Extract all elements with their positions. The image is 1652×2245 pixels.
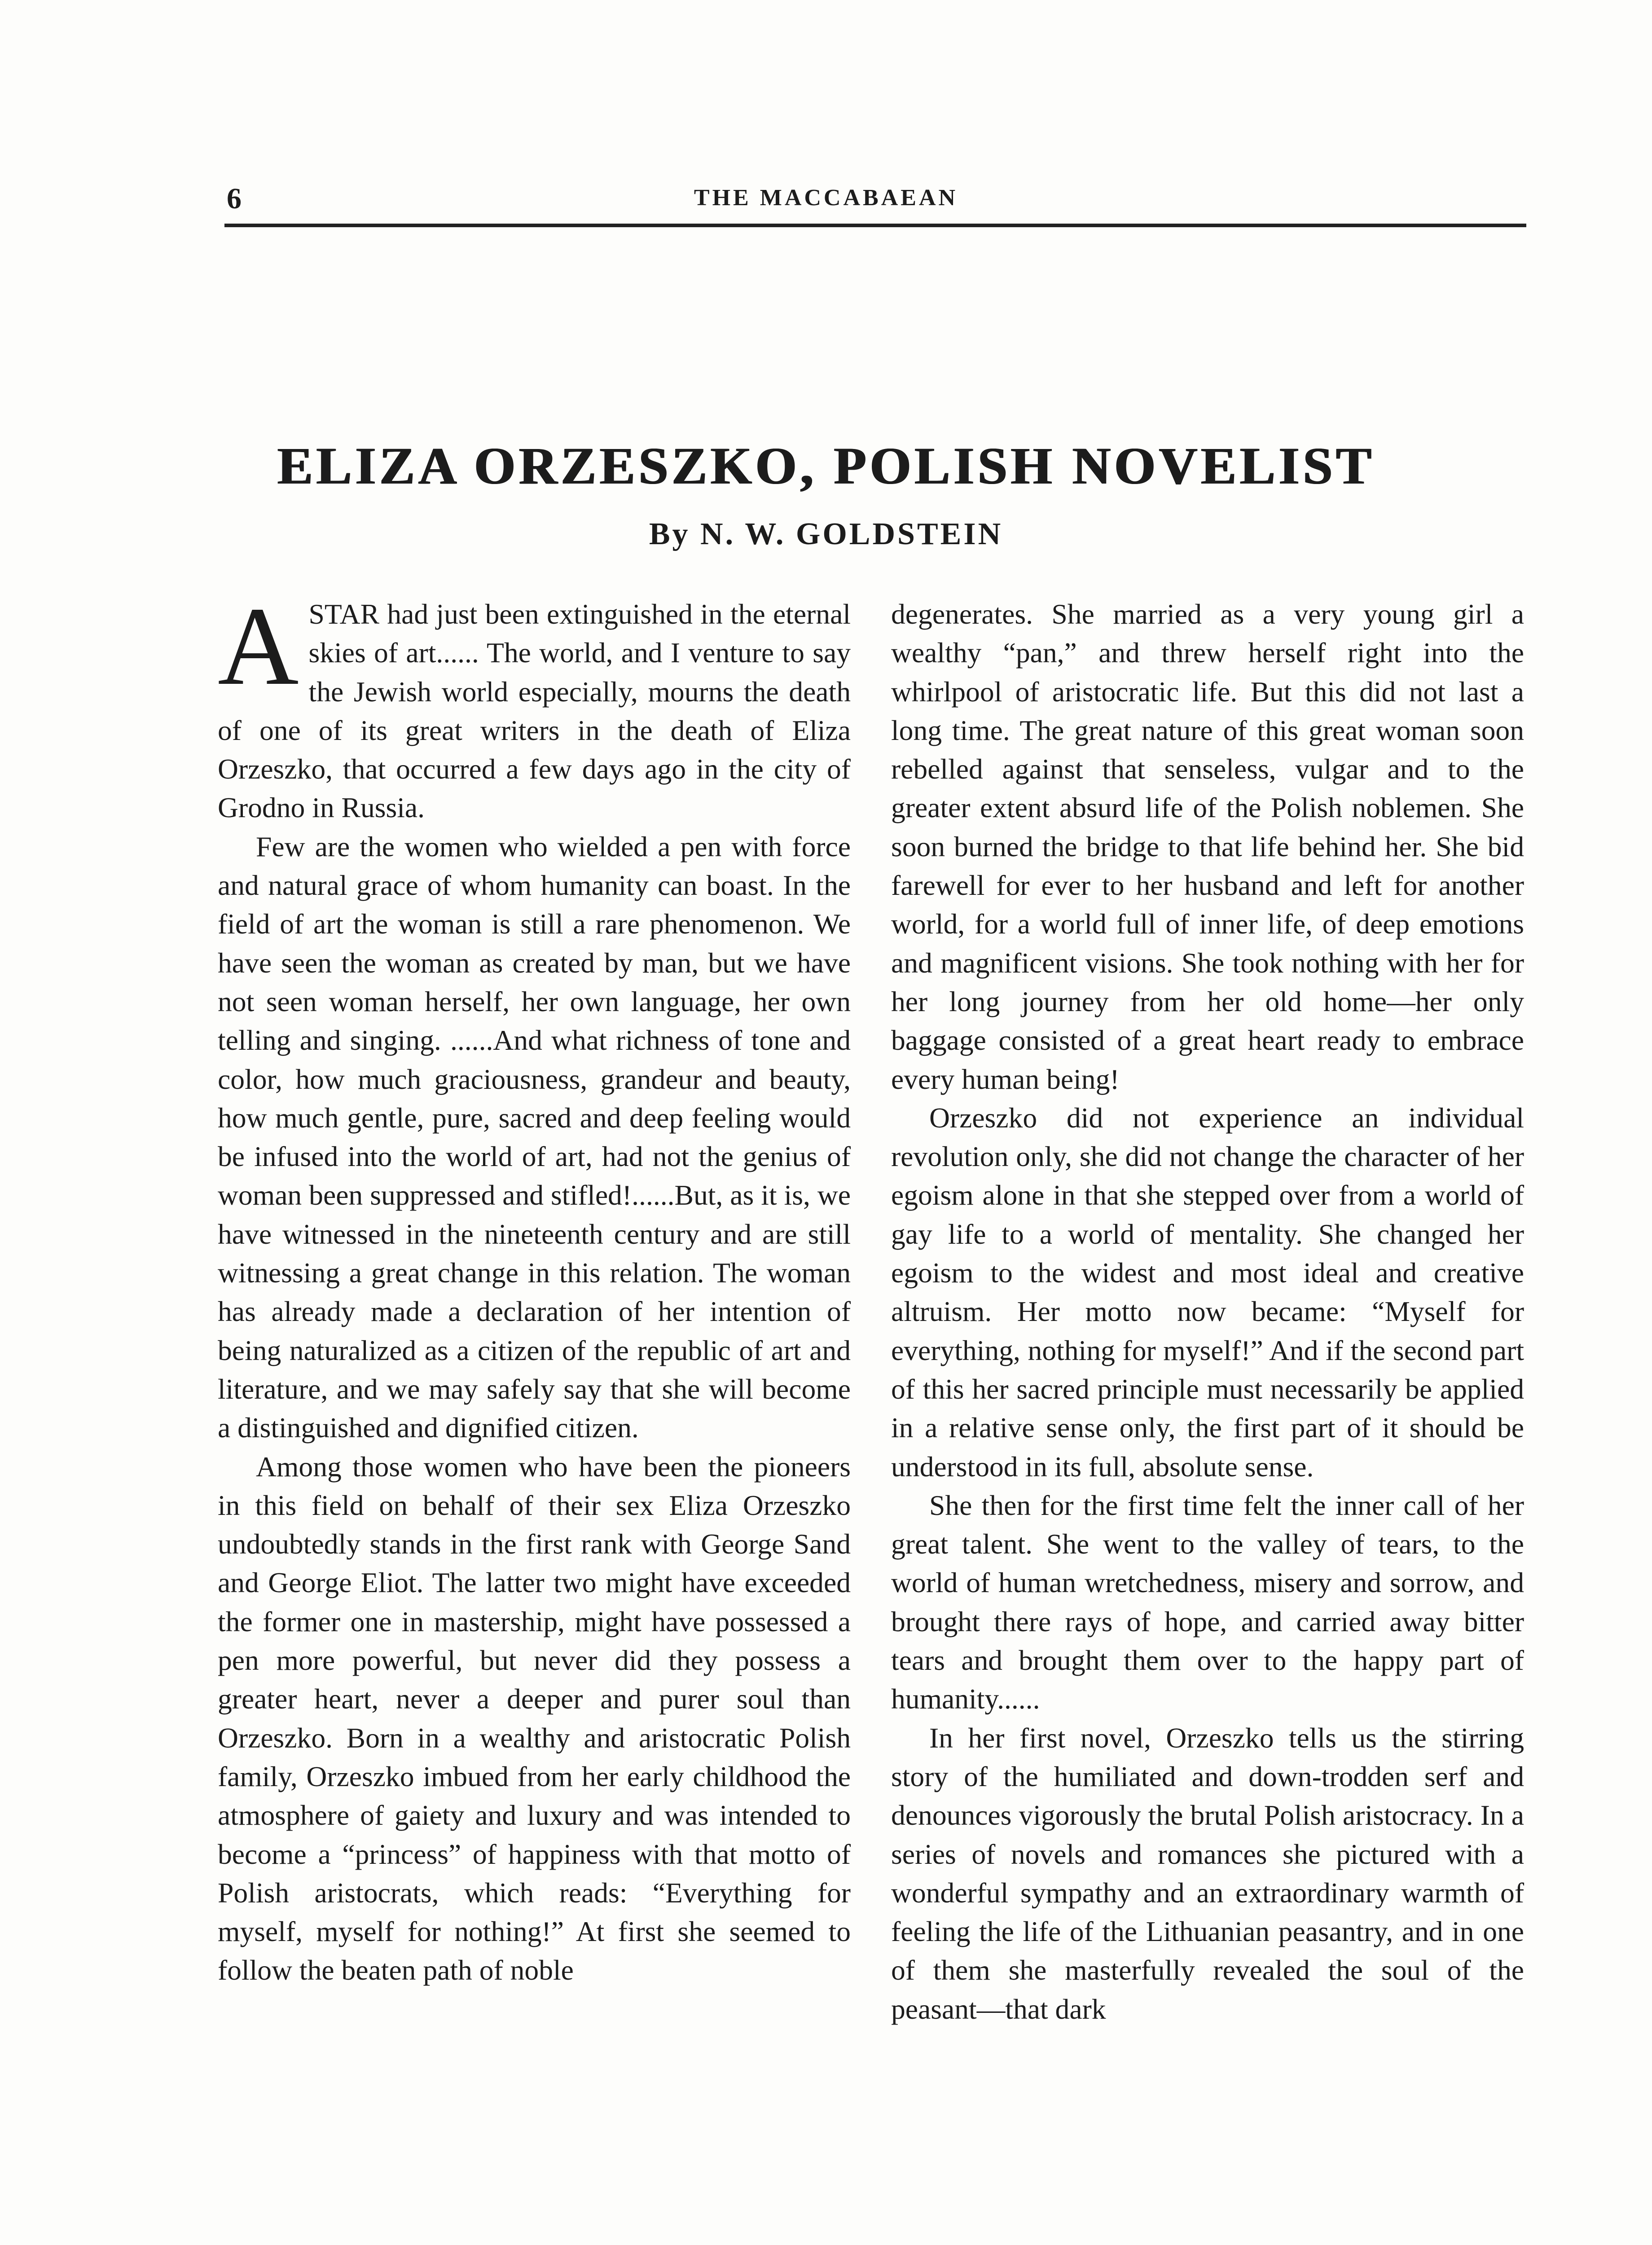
byline-prefix: By [649,517,690,551]
paragraph-1 [218,584,851,828]
paragraph-6: In her first novel, Orzeszko tells us the stirring story of the humiliated and down-trodden serf and denounces vigorously the brutal Polish aristocracy. In a series of novels and romances she pictured with a wonderful sympathy and an extraordinary warmth of feeling the life of the Lithuanian peasantry, and in one of them she masterfully revealed the soul of the peasant—that dark [891,1721,1524,2025]
paragraph-3-continued: degenerates. She married as a very young girl a wealthy “pan,” and threw herself right into the whirlpool of aristocratic life. But this did not last a long time. The great nature of this great woman soon rebelled against that senseless, vulgar and to the greater extent absurd life of the Polish noblemen. She soon burned the bridge to that life behind her. She bid farewell for ever to her husband and left for another world, for a world full of inner life, of deep emotions and magnificent visions. She took nothing with her for her long journey from her old home—her only baggage consisted of a great heart ready to embrace every human being! [891,598,1524,1095]
journal-title: THE MACCABAEAN [694,185,958,211]
drop-cap: A [218,584,299,709]
article-title: ELIZA ORZESZKO, POLISH NOVELIST [277,436,1375,495]
paragraph-2: Few are the women who wielded a pen with force and natural grace of whom humanity can boast. In the field of art the woman is still a rare phenomenon. We have seen the woman as created by man, but we have not seen woman herself, her own language, her own telling and singing. ......And what richness of tone and color, how much graciousness, grandeur and beauty, how much gentle, pure, sacred and deep feeling would be infused into the world of art, had not the genius of woman been suppressed and stifled!......But, as it is, we have witnessed in the nineteenth century and are still witnessing a great change in this relation. The woman has already made a declaration of her intention of being naturalized as a citizen of the republic of art and literature, and we may safely say that she will become a distinguished and dignified citizen. [218,830,851,1444]
byline [0,516,1652,552]
header-rule [224,224,1526,227]
page-number: 6 [227,182,242,215]
paragraph-3: Among those women who have been the pioneers in this field on behalf of their sex Eliza Orzeszko undoubtedly stands in the first rank with George Sand and George Eliot. The latter two might have exceeded the former one in mastership, might have possessed a pen more powerful, but never did they possess a greater heart, never a deeper and purer soul than Orzeszko. Born in a wealthy and aristocratic Polish family, Orzeszko imbued from her early childhood the atmosphere of gaiety and luxury and was intended to become a “princess” of happiness with that motto of Polish aristocrats, which reads: “Everything for myself, myself for nothing!” At first she seemed to follow the beaten path of noble [218,1450,851,1986]
byline-author: N. W. GOLDSTEIN [700,517,1003,551]
paragraph-5: She then for the first time felt the inner call of her great talent. She went to the valley of tears, to the world of human wretchedness, misery and sorrow, and brought there rays of hope, and carried away bitter tears and brought them over to the happy part of humanity...... [891,1489,1524,1715]
left-column [218,584,851,1990]
running-head [0,182,1652,218]
right-column [891,595,1524,2029]
paragraph-4: Orzeszko did not experience an individual revolution only, she did not change the character of her egoism alone in that she stepped over from a world of gay life to a world of mentality. She changed her egoism to the widest and most ideal and creative altruism. Her motto now became: “Myself for everything, nothing for myself!” And if the second part of this her sacred principle must necessarily be applied in a relative sense only, the first part of it should be understood in its full, absolute sense. [891,1101,1524,1483]
paragraph-1-text: STAR had just been extinguished in the eternal skies of art...... The world, and I venture to say the Jewish world especially, mourns the death of one of its great writers in the death of Eliza Orzeszko, that occurred a few days ago in the city of Grodno in Russia. [218,598,851,824]
